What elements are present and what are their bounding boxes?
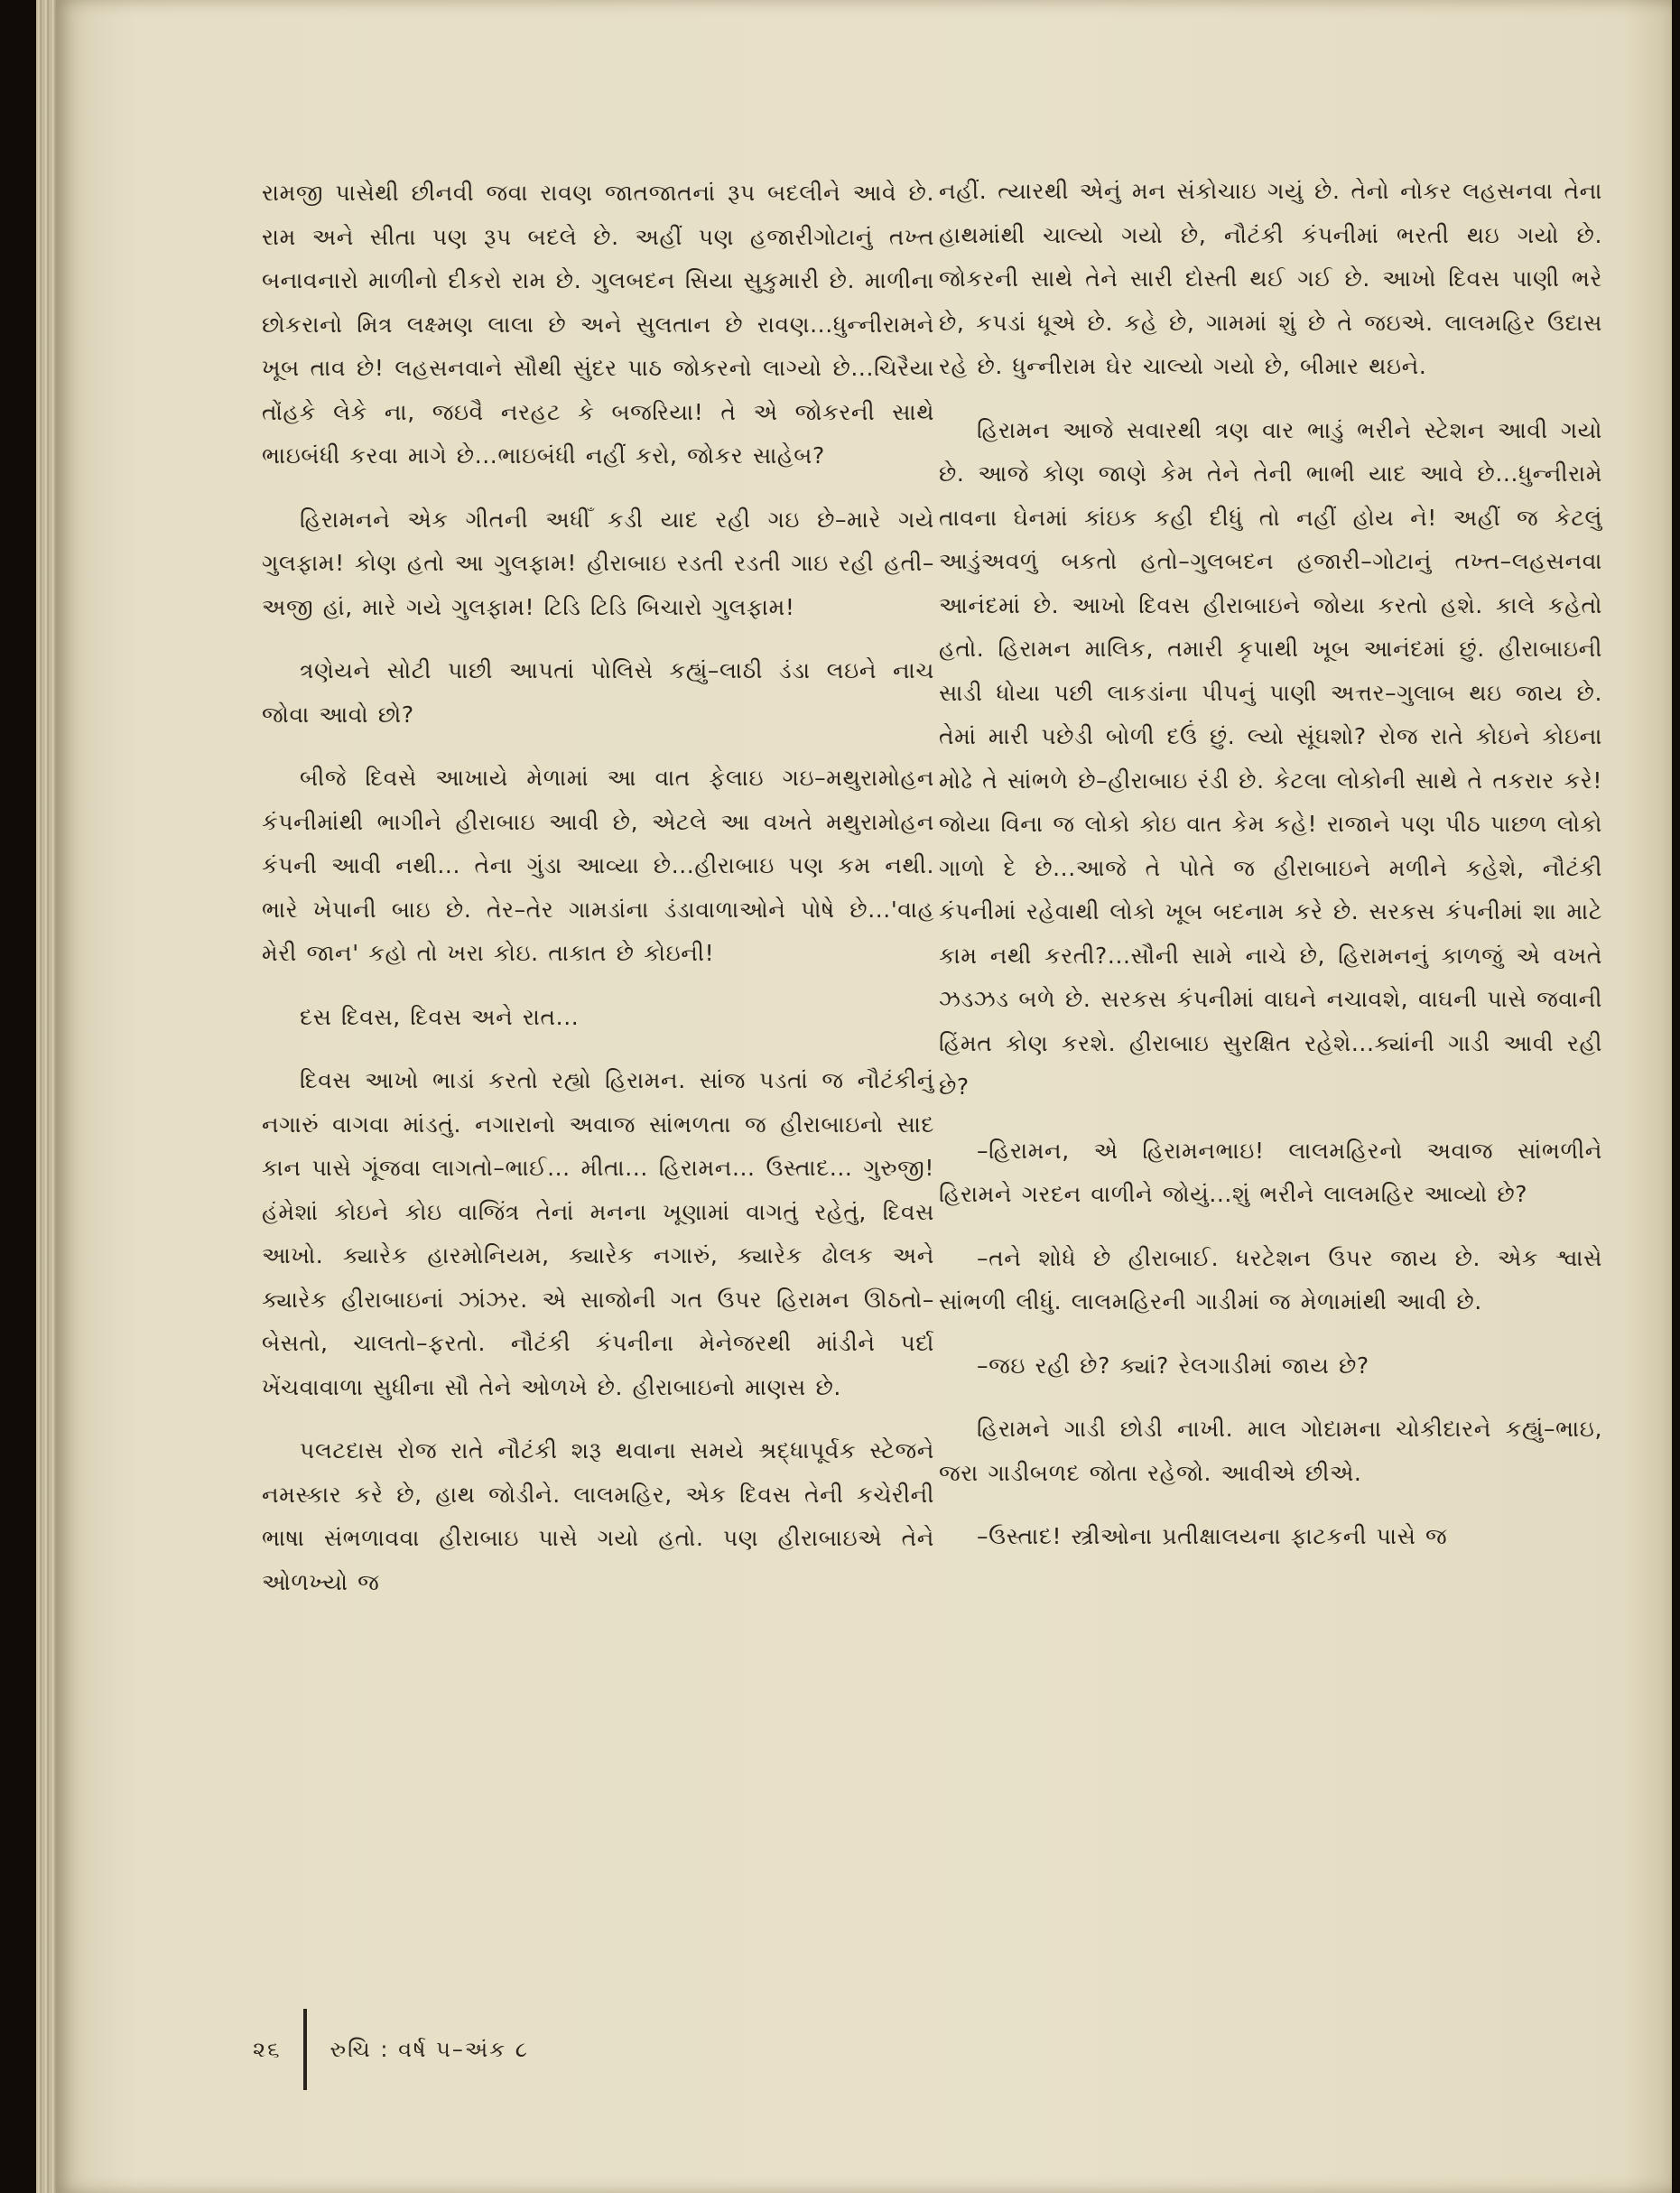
paragraph: દિવસ આખો ભાડાં કરતો રહ્યો હિરામન. સાંજ પડતાં જ નૌટંકીનું નગારું વાગવા માંડતું. નગારાનો અવાજ સાંભળતા જ હીરાબાઇનો સાદ કાન પાસે ગૂંજવા લાગતો–ભાઈ... મીતા... હિરામન... ઉસ્તાદ... ગુરુજી! હંમેશાં કોઇને કોઇ વાજિંત્ર તેનાં મનના ખૂણામાં વાગતું રહેતું, દિવસ આખો. ક્યારેક હારમોનિયમ, ક્યારેક નગારું, ક્યારેક ઢોલક અને ક્યારેક હીરાબાઇનાં ઝાંઝર. એ સાજોની ગત ઉપર હિરામન ઊઠતો–બેસતો, ચાલતો–ફરતો. નૌટંકી કંપનીના મેનેજરથી માંડીને પર્દા ખેંચવાવાળા સુધીના સૌ તેને ઓળખે છે. હીરાબાઇનો માણસ છે. <box>262 1067 934 1400</box>
paragraph: –તને શોધે છે હીરાબાઈ. ધરટેશન ઉપર જાય છે. એક શ્વાસે સાંભળી લીધું. લાલમહિરની ગાડીમાં જ મેળામાંથી આવી છે. <box>939 1244 1602 1315</box>
paragraph: રામજી પાસેથી છીનવી જવા રાવણ જાતજાતનાં રૂપ બદલીને આવે છે. રામ અને સીતા પણ રૂપ બદલે છે. અહીં પણ હજારીગોટાનું તખ્ત બનાવનારો માળીનો દીકરો રામ છે. ગુલબદન સિયા સુકુમારી છે. માળીના છોકરાનો મિત્ર લક્ષ્મણ લાલા છે અને સુલતાન છે રાવણ...ધુન્નીરામને ખૂબ તાવ છે! લહસનવાને સૌથી સુંદર પાઠ જોકરનો લાગ્યો છે...ચિરૈયા તોંહકે લેકે ના, જઇવૈ નરહટ કે બજરિયા! તે એ જોકરની સાથે ભાઇબંધી કરવા માગે છે...ભાઇબંધી નહીં કરો, જોકર સાહેબ? <box>262 180 934 469</box>
magazine-issue-label: રુચિ : વર્ષ ૫–અંક ૮ <box>330 2037 529 2062</box>
page-number: ૨૬ <box>253 2037 282 2062</box>
section-break-line: દસ દિવસ, દિવસ અને રાત... <box>300 1003 580 1030</box>
paragraph: –જઇ રહી છે? ક્યાં? રેલગાડીમાં જાય છે? <box>977 1352 1369 1379</box>
paragraph: બીજે દિવસે આખાયે મેળામાં આ વાત ફેલાઇ ગઇ–મથુરામોહન કંપનીમાંથી ભાગીને હીરાબાઇ આવી છે, એટલે આ વખતે મથુરામોહન કંપની આવી નથી... તેના ગુંડા આવ્યા છે...હીરાબાઇ પણ કમ નથી. ભારે ખેપાની બાઇ છે. તેર–તેર ગામડાંના ડંડાવાળાઓને પોષે છે...'વાહ મેરી જાન' કહો તો ખરા કોઇ. તાકાત છે કોઇની! <box>262 765 934 966</box>
paragraph: ત્રણેયને સોટી પાછી આપતાં પોલિસે કહ્યું–લાઠી ડંડા લઇને નાચ જોવા આવો છો? <box>262 657 934 728</box>
paragraph: નહીં. ત્યારથી એનું મન સંકોચાઇ ગયું છે. તેનો નોકર લહસનવા તેના હાથમાંથી ચાલ્યો ગયો છે, નૌટંકી કંપનીમાં ભરતી થઇ ગયો છે. જોકરની સાથે તેને સારી દોસ્તી થઈ ગઈ છે. આખો દિવસ પાણી ભરે છે, કપડાં ધૂએ છે. કહે છે, ગામમાં શું છે તે જઇએ. લાલમહિર ઉદાસ રહે છે. ધુન્નીરામ ઘેર ચાલ્યો ગયો છે, બીમાર થઇને. <box>939 178 1602 379</box>
paragraph: હિરામનને એક ગીતની અધીઁ કડી યાદ રહી ગઇ છે–મારે ગયે ગુલફામ! કોણ હતો આ ગુલફામ! હીરાબાઇ રડતી રડતી ગાઇ રહી હતી–અજી હાં, મારે ગયે ગુલફામ! ટિડિ ટિડિ બિચારો ગુલફામ! <box>262 506 934 620</box>
paragraph: –ઉસ્તાદ! સ્ત્રીઓના પ્રતીક્ષાલયના ફાટકની પાસે જ <box>977 1523 1448 1549</box>
footer-divider <box>303 2009 307 2090</box>
page-footer <box>253 2009 529 2090</box>
paragraph: –હિરામન, એ હિરામનભાઇ! લાલમહિરનો અવાજ સાંભળીને હિરામને ગરદન વાળીને જોયું...શું ભરીને લાલમહિર આવ્યો છે? <box>939 1137 1602 1207</box>
paragraph: હિરામન આજે સવારથી ત્રણ વાર ભાડું ભરીને સ્ટેશન આવી ગયો છે. આજે કોણ જાણે કેમ તેને તેની ભાભી યાદ આવે છે...ધુન્નીરામે તાવના ઘેનમાં કાંઇક કહી દીધું તો નહીં હોય ને! અહીં જ કેટલું આડુંઅવળું બકતો હતો–ગુલબદન હજારી–ગોટાનું તખ્ત–લહસનવા આનંદમાં છે. આખો દિવસ હીરાબાઇને જોયા કરતો હશે. કાલે કહેતો હતો. હિરામન માલિક, તમારી કૃપાથી ખૂબ આનંદમાં છું. હીરાબાઇની સાડી ધોયા પછી લાકડાંના પીપનું પાણી અત્તર–ગુલાબ થઇ જાય છે. તેમાં મારી પછેડી બોળી દઉં છું. લ્યો સૂંઘશો? રોજ રાતે કોઇને કોઇના મોઢે તે સાંભળે છે–હીરાબાઇ રંડી છે. કેટલા લોકોની સાથે તે તકરાર કરે! જોયા વિના જ લોકો કોઇ વાત કેમ કહે! રાજાને પણ પીઠ પાછળ લોકો ગાળો દે છે...આજે તે પોતે જ હીરાબાઇને મળીને કહેશે, નૌટંકી કંપનીમાં રહેવાથી લોકો ખૂબ બદનામ કરે છે. સરકસ કંપનીમાં શા માટે કામ નથી કરતી?...સૌની સામે નાચે છે, હિરામનનું કાળજું એ વખતે ઝડઝડ બળે છે. સરકસ કંપનીમાં વાઘને નચાવશે, વાઘની પાસે જવાની હિંમત કોણ કરશે. હીરાબાઇ સુરક્ષિત રહેશે...ક્યાંની ગાડી આવી રહી છે? <box>939 416 1602 1100</box>
paragraph: પલટદાસ રોજ રાતે નૌટંકી શરૂ થવાના સમયે શ્રદ્ધાપૂર્વક સ્ટેજને નમસ્કાર કરે છે, હાથ જોડીને. લાલમહિર, એક દિવસ તેની કચેરીની ભાષા સંભળાવવા હીરાબાઇ પાસે ગયો હતો. પણ હીરાબાઇએ તેને ઓળખ્યો જ <box>262 1437 934 1595</box>
paragraph: હિરામને ગાડી છોડી નાખી. માલ ગોદામના ચોકીદારને કહ્યું–ભાઇ, જરા ગાડીબળદ જોતા રહેજો. આવીએ છીએ. <box>939 1416 1602 1486</box>
right-text-column <box>939 170 1602 1579</box>
left-text-column <box>262 172 934 1624</box>
